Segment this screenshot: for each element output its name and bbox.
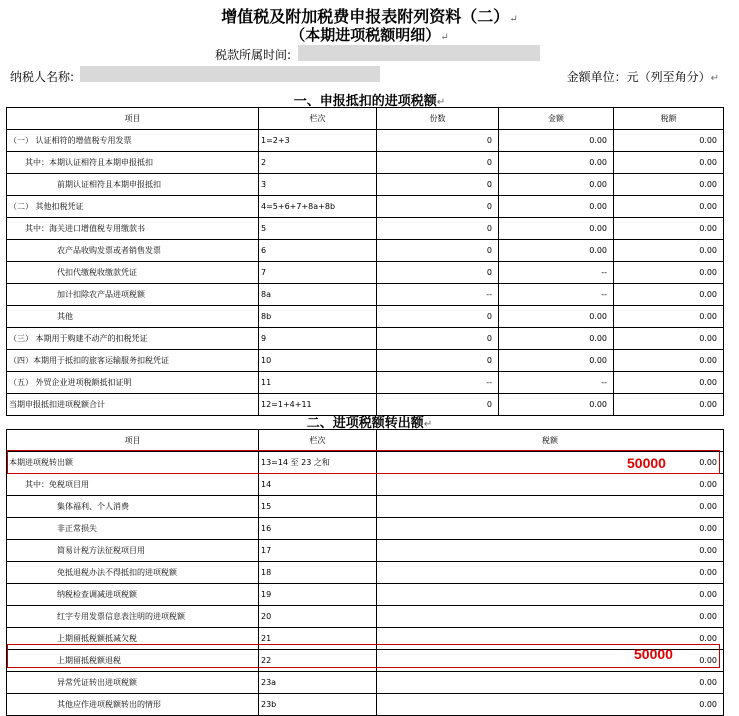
table-row bbox=[7, 474, 724, 496]
table-row bbox=[7, 240, 724, 262]
period-redaction bbox=[298, 45, 540, 61]
row-line: 4=5+6+7+8a+8b bbox=[259, 196, 377, 218]
table-row bbox=[7, 196, 724, 218]
col-line: 栏次 bbox=[259, 430, 377, 452]
row-line: 9 bbox=[259, 328, 377, 350]
row-count: 0 bbox=[377, 262, 499, 284]
row-line: 23a bbox=[259, 672, 377, 694]
row-line: 5 bbox=[259, 218, 377, 240]
annotation-row-13: 50000 bbox=[627, 455, 666, 471]
table-row bbox=[7, 540, 724, 562]
table-row bbox=[7, 584, 724, 606]
row-line: 13=14 至 23 之和 bbox=[259, 452, 377, 474]
row-tax: 0.00 bbox=[614, 218, 724, 240]
unit-label: 金额单位：元（列至角分）↵ bbox=[566, 70, 719, 84]
table-row bbox=[7, 306, 724, 328]
row-count: 0 bbox=[377, 350, 499, 372]
col-item: 项目 bbox=[7, 108, 259, 130]
table-row bbox=[7, 672, 724, 694]
row-item: 上期留抵税额抵减欠税 bbox=[7, 628, 259, 650]
form-title: 增值税及附加税费申报表附列资料（二）↵ bbox=[221, 7, 518, 26]
table-row bbox=[7, 328, 724, 350]
row-line: 6 bbox=[259, 240, 377, 262]
col-line: 栏次 bbox=[259, 108, 377, 130]
row-amount: 0.00 bbox=[499, 306, 614, 328]
row-amount: 0.00 bbox=[499, 240, 614, 262]
row-tax: 0.00 bbox=[614, 284, 724, 306]
section1-title: 一、申报抵扣的进项税额↵ bbox=[293, 94, 446, 109]
row-count: 0 bbox=[377, 328, 499, 350]
section2-title: 二、进项税额转出额↵ bbox=[306, 416, 433, 431]
col-item: 项目 bbox=[7, 430, 259, 452]
row-line: 16 bbox=[259, 518, 377, 540]
row-tax: 0.00 bbox=[377, 562, 724, 584]
row-item: 红字专用发票信息表注明的进项税额 bbox=[7, 606, 259, 628]
row-line: 21 bbox=[259, 628, 377, 650]
table-row bbox=[7, 130, 724, 152]
row-count: 0 bbox=[377, 394, 499, 416]
row-line: 12=1+4+11 bbox=[259, 394, 377, 416]
table-row bbox=[7, 152, 724, 174]
row-amount: -- bbox=[499, 284, 614, 306]
row-item: 本期进项税转出额 bbox=[7, 452, 259, 474]
row-count: 0 bbox=[377, 196, 499, 218]
highlight-row-13 bbox=[7, 450, 720, 474]
col-tax: 税额 bbox=[614, 108, 724, 130]
table-row bbox=[7, 518, 724, 540]
table-row bbox=[7, 350, 724, 372]
table-row bbox=[7, 694, 724, 716]
row-item: 纳税检查调减进项税额 bbox=[7, 584, 259, 606]
row-line: 17 bbox=[259, 540, 377, 562]
row-item: 其中：海关进口增值税专用缴款书 bbox=[7, 218, 259, 240]
row-tax: 0.00 bbox=[614, 152, 724, 174]
row-item: 上期留抵税额退税 bbox=[7, 650, 259, 672]
row-tax: 0.00 bbox=[377, 672, 724, 694]
row-amount: -- bbox=[499, 262, 614, 284]
row-tax: 0.00 bbox=[377, 540, 724, 562]
row-tax: 0.00 bbox=[614, 328, 724, 350]
table-row bbox=[7, 262, 724, 284]
table-row bbox=[7, 372, 724, 394]
row-line: 2 bbox=[259, 152, 377, 174]
row-item: （二） 其他扣税凭证 bbox=[7, 196, 259, 218]
row-item: （四）本期用于抵扣的旅客运输服务扣税凭证 bbox=[7, 350, 259, 372]
col-count: 份数 bbox=[377, 108, 499, 130]
row-item: 其中：免税项目用 bbox=[7, 474, 259, 496]
row-tax: 0.00 bbox=[614, 262, 724, 284]
col-tax: 税额 bbox=[377, 430, 724, 452]
row-count: 0 bbox=[377, 152, 499, 174]
row-line: 8b bbox=[259, 306, 377, 328]
form-subtitle: （本期进项税额明细）↵ bbox=[290, 26, 449, 44]
row-item: 农产品收购发票或者销售发票 bbox=[7, 240, 259, 262]
row-line: 3 bbox=[259, 174, 377, 196]
row-tax: 0.00 bbox=[377, 518, 724, 540]
row-item: 代扣代缴税收缴款凭证 bbox=[7, 262, 259, 284]
row-tax: 0.00 bbox=[377, 606, 724, 628]
row-amount: 0.00 bbox=[499, 130, 614, 152]
row-tax: 0.00 bbox=[614, 130, 724, 152]
row-item: 非正常损失 bbox=[7, 518, 259, 540]
row-count: -- bbox=[377, 284, 499, 306]
taxpayer-name-label: 纳税人名称: bbox=[10, 70, 75, 84]
row-count: 0 bbox=[377, 130, 499, 152]
row-line: 22 bbox=[259, 650, 377, 672]
row-amount: 0.00 bbox=[499, 196, 614, 218]
input-tax-table bbox=[6, 107, 724, 416]
row-item: （五） 外贸企业进项税额抵扣证明 bbox=[7, 372, 259, 394]
row-count: 0 bbox=[377, 174, 499, 196]
table-row bbox=[7, 284, 724, 306]
row-line: 7 bbox=[259, 262, 377, 284]
row-tax: 0.00 bbox=[377, 650, 724, 672]
table-row bbox=[7, 496, 724, 518]
row-line: 11 bbox=[259, 372, 377, 394]
row-line: 1=2+3 bbox=[259, 130, 377, 152]
table-row bbox=[7, 606, 724, 628]
row-line: 10 bbox=[259, 350, 377, 372]
table-row bbox=[7, 174, 724, 196]
row-item: 集体福利、个人消费 bbox=[7, 496, 259, 518]
row-tax: 0.00 bbox=[614, 372, 724, 394]
row-count: 0 bbox=[377, 218, 499, 240]
col-amount: 金额 bbox=[499, 108, 614, 130]
row-tax: 0.00 bbox=[614, 196, 724, 218]
row-amount: -- bbox=[499, 372, 614, 394]
row-item: 其中：本期认证相符且本期申报抵扣 bbox=[7, 152, 259, 174]
row-tax: 0.00 bbox=[614, 350, 724, 372]
row-amount: 0.00 bbox=[499, 328, 614, 350]
row-tax: 0.00 bbox=[377, 452, 724, 474]
row-item: 当期申报抵扣进项税额合计 bbox=[7, 394, 259, 416]
row-tax: 0.00 bbox=[377, 496, 724, 518]
row-amount: 0.00 bbox=[499, 394, 614, 416]
row-tax: 0.00 bbox=[377, 584, 724, 606]
row-line: 19 bbox=[259, 584, 377, 606]
row-line: 23b bbox=[259, 694, 377, 716]
row-tax: 0.00 bbox=[377, 474, 724, 496]
row-tax: 0.00 bbox=[614, 306, 724, 328]
row-amount: 0.00 bbox=[499, 152, 614, 174]
row-line: 8a bbox=[259, 284, 377, 306]
row-tax: 0.00 bbox=[614, 174, 724, 196]
row-item: 其他应作进项税额转出的情形 bbox=[7, 694, 259, 716]
table-header-row bbox=[7, 430, 724, 452]
row-item: （一） 认证相符的增值税专用发票 bbox=[7, 130, 259, 152]
row-item: 免抵退税办法不得抵扣的进项税额 bbox=[7, 562, 259, 584]
row-item: 异常凭证转出进项税额 bbox=[7, 672, 259, 694]
table-header-row bbox=[7, 108, 724, 130]
row-count: -- bbox=[377, 372, 499, 394]
annotation-row-22: 50000 bbox=[634, 646, 673, 662]
highlight-row-22 bbox=[7, 644, 720, 668]
row-amount: 0.00 bbox=[499, 350, 614, 372]
row-line: 14 bbox=[259, 474, 377, 496]
row-line: 15 bbox=[259, 496, 377, 518]
row-tax: 0.00 bbox=[377, 694, 724, 716]
taxpayer-redaction bbox=[80, 66, 380, 82]
row-amount: 0.00 bbox=[499, 218, 614, 240]
row-item: 简易计税方法征税项目用 bbox=[7, 540, 259, 562]
row-tax: 0.00 bbox=[614, 394, 724, 416]
row-item: 其他 bbox=[7, 306, 259, 328]
row-count: 0 bbox=[377, 240, 499, 262]
row-line: 18 bbox=[259, 562, 377, 584]
row-item: 前期认证相符且本期申报抵扣 bbox=[7, 174, 259, 196]
row-line: 20 bbox=[259, 606, 377, 628]
table-row bbox=[7, 218, 724, 240]
row-amount: 0.00 bbox=[499, 174, 614, 196]
row-item: （三） 本期用于购建不动产的扣税凭证 bbox=[7, 328, 259, 350]
row-item: 加计扣除农产品进项税额 bbox=[7, 284, 259, 306]
tax-period: 税款所属时间: bbox=[215, 48, 292, 62]
row-tax: 0.00 bbox=[377, 628, 724, 650]
row-count: 0 bbox=[377, 306, 499, 328]
row-tax: 0.00 bbox=[614, 240, 724, 262]
table-row bbox=[7, 562, 724, 584]
